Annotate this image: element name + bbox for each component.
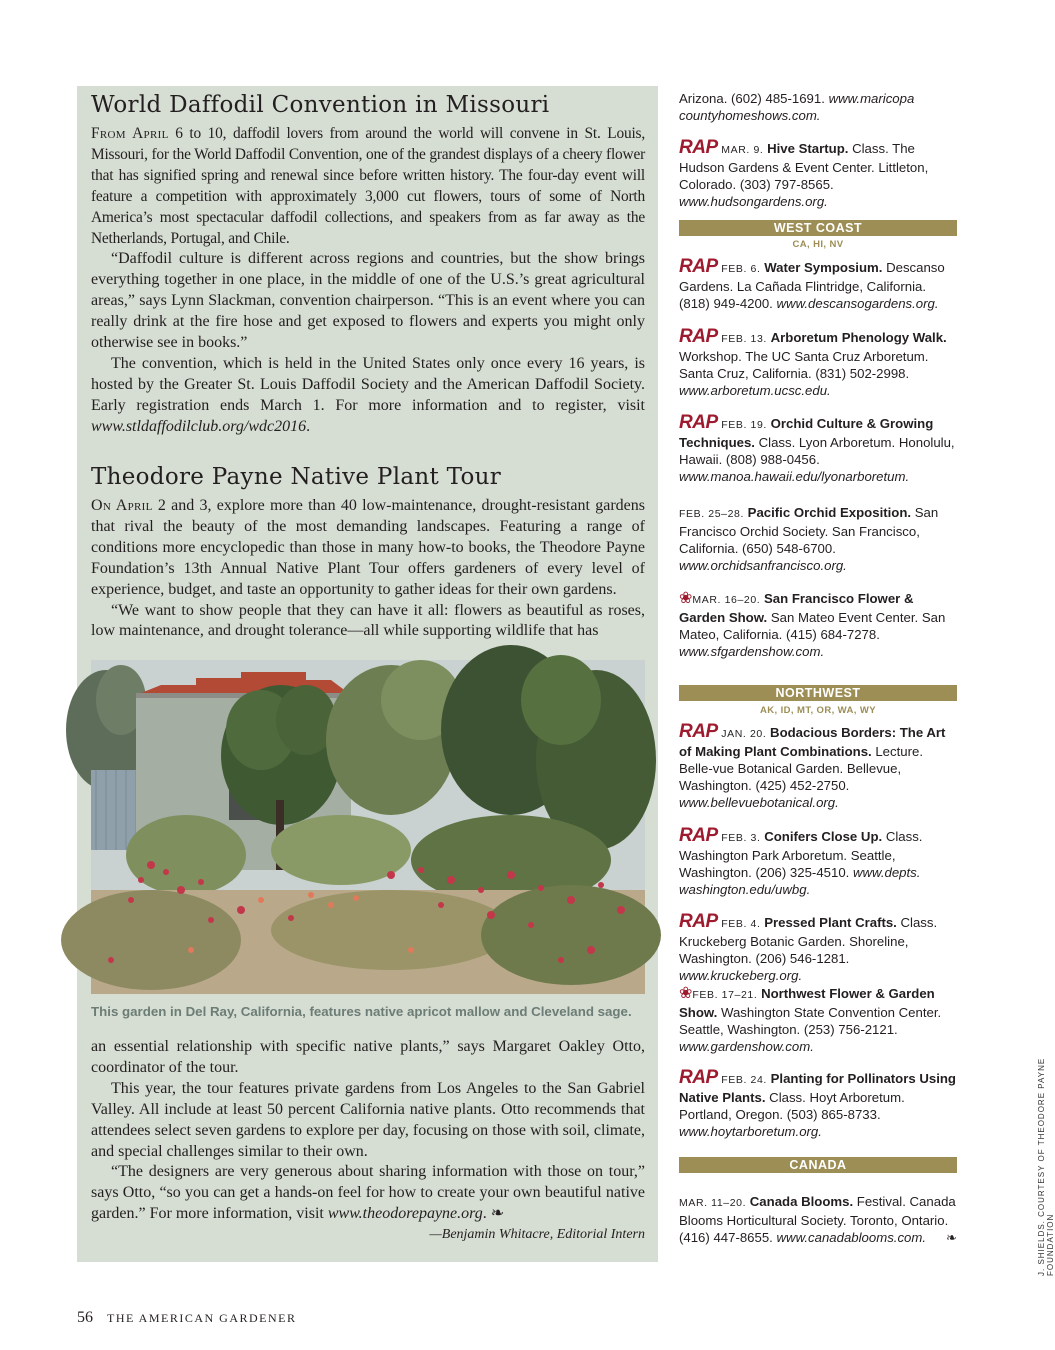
rap-badge: RAP: [679, 825, 718, 846]
listing-entry: [679, 723, 957, 811]
listing-text: San Mateo Event Center. San Mateo, California. (415) 684-7278.: [679, 610, 946, 642]
article-native-plant-tour: [91, 464, 645, 642]
paragraph-text: “The designers are very generous about sharing information with those on tour,” says Otto, “so you can get a hands-on feel for how to create your own beautiful native garden.” For more information, visit: [91, 1163, 645, 1223]
rap-badge: RAP: [679, 1067, 718, 1088]
listing-name: Planting for Pollinators Using Native Plants.: [679, 1071, 956, 1105]
listing-date: FEB. 19.: [721, 419, 767, 431]
article-native-plant-tour-continued: [91, 1037, 645, 1243]
region-states: AK, ID, MT, OR, WA, WY: [760, 705, 876, 716]
listing-text: Class. Kruckeberg Botanic Garden. Shoreline, Washington. (206) 546-1281.: [679, 915, 938, 966]
listing-intro: [679, 90, 957, 124]
listing-entry: [679, 414, 957, 485]
listing-link[interactable]: www.gardenshow.com.: [679, 1039, 814, 1054]
listing-link[interactable]: www.arboretum.ucsc.edu.: [679, 383, 831, 398]
rap-badge: RAP: [679, 911, 718, 932]
listing-date: FEB. 25–28.: [679, 508, 744, 520]
rap-badge: RAP: [679, 721, 718, 742]
author-signature: —Benjamin Whitacre, Editorial Intern: [429, 1227, 645, 1243]
article-link[interactable]: www.stldaffodilclub.org/wdc2016: [91, 417, 307, 435]
listing-text: Arizona. (602) 485-1691.: [679, 91, 829, 106]
listing-date: FEB. 17–21.: [692, 989, 758, 1001]
rap-badge: RAP: [679, 256, 718, 277]
page-number: 56: [77, 1309, 93, 1326]
listing-name: Arboretum Phenology Walk.: [770, 330, 947, 345]
listing-name: Northwest Flower & Garden Show.: [679, 986, 935, 1020]
listing-text: Class. Hoyt Arboretum. Portland, Oregon. (503) 865-8733.: [679, 1090, 905, 1122]
listing-text: Washington State Convention Center. Seattle, Washington. (253) 756-2121.: [679, 1005, 942, 1037]
paragraph-tail: .: [306, 417, 311, 435]
end-mark-icon: ❧: [945, 1230, 957, 1245]
listing-link[interactable]: www.canadablooms.com.: [776, 1230, 927, 1245]
listing-date: FEB. 6.: [721, 263, 761, 275]
listing-name: Pacific Orchid Exposition.: [747, 505, 912, 520]
listing-link[interactable]: www.hudsongardens.org.: [679, 194, 828, 209]
listing-text: Lecture. Belle-vue Botanical Garden. Bellevue, Washington. (425) 452-2750.: [679, 744, 924, 793]
article-paragraph: [91, 249, 645, 354]
flower-show-icon: ❀: [679, 590, 693, 607]
listing-entry: [679, 985, 957, 1055]
listing-text: Festival. Canada Blooms Horticultural Society. Toronto, Ontario. (416) 447-8655.: [679, 1194, 956, 1245]
listing-name: Water Symposium.: [764, 260, 883, 275]
listing-date: FEB. 3.: [721, 832, 761, 844]
listing-entry: [679, 328, 957, 399]
rap-badge: RAP: [679, 412, 718, 433]
rap-badge: RAP: [679, 137, 718, 158]
listing-date: MAR. 16–20.: [692, 594, 761, 606]
listing-link[interactable]: www.orchidsanfrancisco.org.: [679, 558, 847, 573]
article-paragraph: [91, 1037, 645, 1079]
listing-text: Workshop. The UC Santa Cruz Arboretum. Santa Cruz, California. (831) 502-2998.: [679, 349, 929, 381]
paragraph-text: “We want to show people that they can have it all: flowers as beautiful as roses, low maintenance, and drought tolerance—all while supporting wildlife that has: [91, 601, 645, 640]
article-paragraph: [91, 1162, 645, 1225]
listing-entry: [679, 258, 957, 312]
listing-entry: [679, 504, 957, 574]
listing-link[interactable]: www.manoa.hawaii.edu/lyonarboretum.: [679, 469, 910, 484]
listing-name: Pressed Plant Crafts.: [764, 915, 897, 930]
listing-entry: [679, 827, 957, 898]
article-paragraph: [91, 1079, 645, 1163]
listing-link[interactable]: www.depts. washington.edu/uwbg.: [679, 865, 921, 897]
listing-name: Hive Startup.: [767, 141, 849, 156]
listing-link[interactable]: www.maricopa countyhomeshows.com.: [679, 91, 915, 123]
region-header-canada: CANADA: [679, 1157, 957, 1173]
article-paragraph: [91, 354, 645, 438]
photo-caption: This garden in Del Ray, California, features native apricot mallow and Cleveland sage.: [91, 1004, 632, 1019]
listing-link[interactable]: www.bellevuebotanical.org.: [679, 795, 839, 810]
paragraph-text: 6 to 10, daffodil lovers from around the world will convene in St. Louis, Missouri, for the World Daffodil Convention, one of the grandest displays of a cheery flower that has signified spring and renewal since before written history. The four-day event will feature a competition with approximately 3,000 cut flowers, tours of some of North America’s most spectacular daffodil collections, and speakers from as far away as the Netherlands, Portugal, and Chile.: [91, 125, 645, 247]
article-paragraph: [91, 124, 645, 249]
article-title: World Daffodil Convention in Missouri: [91, 92, 550, 118]
listing-text: Class. The Hudson Gardens & Event Center. Littleton, Colorado. (303) 797-8565.: [679, 141, 929, 192]
flower-show-icon: ❀: [679, 985, 693, 1002]
listing-link[interactable]: www.kruckeberg.org.: [679, 968, 803, 983]
page-footer: [77, 1309, 297, 1327]
garden-photo: [91, 660, 645, 994]
listing-entry: [679, 1193, 957, 1246]
rap-badge: RAP: [679, 326, 718, 347]
listing-name: Conifers Close Up.: [764, 829, 883, 844]
paragraph-text: “Daffodil culture is different across regions and countries, but the show brings everything together in one place, in the middle of one of the U.S.’s great agricultural areas,” says Lynn Slackman, convention chairperson. “This is an event where you can really drink at the fire hose and get exposed to flowers and experts you might only otherwise see in books.”: [91, 250, 645, 352]
lead-in: On April: [91, 497, 153, 514]
paragraph-tail: . ❧: [482, 1205, 505, 1223]
article-daffodil-convention: [91, 92, 645, 438]
listing-text: Class. Washington Park Arboretum. Seattle, Washington. (206) 325-4510.: [679, 829, 923, 880]
listing-date: FEB. 24.: [721, 1074, 767, 1086]
article-link[interactable]: www.theodorepayne.org: [327, 1205, 483, 1223]
region-states: CA, HI, NV: [792, 239, 844, 250]
article-paragraph: [91, 496, 645, 601]
region-header-west-coast: WEST COAST: [679, 220, 957, 236]
listing-name: Orchid Culture & Growing Techniques.: [679, 416, 934, 450]
listing-date: FEB. 13.: [721, 333, 767, 345]
article-paragraph: [91, 601, 645, 643]
listing-name: Canada Blooms.: [749, 1194, 854, 1209]
listing-entry: [679, 590, 957, 660]
listing-name: Bodacious Borders: The Art of Making Plant Combinations.: [679, 725, 946, 759]
listing-link[interactable]: www.hoytarboretum.org.: [679, 1124, 822, 1139]
listing-date: MAR. 9.: [721, 144, 764, 156]
listing-date: FEB. 4.: [721, 918, 761, 930]
listing-text: San Francisco Orchid Society. San Francisco, California. (650) 548-6700.: [679, 505, 939, 556]
lead-in: From April: [91, 125, 169, 142]
listing-entry: [679, 913, 957, 984]
magazine-name: THE AMERICAN GARDENER: [107, 1311, 297, 1325]
listing-entry: [679, 139, 957, 210]
paragraph-text: The convention, which is held in the United States only once every 16 years, is hosted by the Greater St. Louis Daffodil Society and the American Daffodil Society. Early registration ends March 1. For more information and to register, visit: [91, 354, 645, 414]
paragraph-text: This year, the tour features private gardens from Los Angeles to the San Gabriel Valley. All include at least 50 percent California native plants. Otto recommends that attendees select seven gardens to explore per day, focusing on those with soil, climate, and special challenges similar to their own.: [91, 1079, 645, 1160]
listing-text: Descanso Gardens. La Cañada Flintridge, California. (818) 949-4200.: [679, 260, 945, 311]
photo-credit: J. SHIELDS. COURTESY OF THEODORE PAYNE FOUNDATION: [1037, 1057, 1055, 1276]
paragraph-text: an essential relationship with specific native plants,” says Margaret Oakley Otto, coordinator of the tour.: [91, 1038, 645, 1076]
listing-date: MAR. 11–20.: [679, 1197, 747, 1209]
article-title: Theodore Payne Native Plant Tour: [91, 464, 502, 490]
listing-link[interactable]: www.sfgardenshow.com.: [679, 644, 825, 659]
paragraph-text: 2 and 3, explore more than 40 low-maintenance, drought-resistant gardens that rival the beauty of the most demanding landscapes. Featuring a range of conditions more encyclopedic than those in many how-to books, the Theodore Payne Foundation’s 13th Annual Native Plant Tour offers gardeners of every level of experience, budget, and taste an opportunity to gather ideas for their own gardens.: [91, 497, 645, 598]
listing-text: Class. Lyon Arboretum. Honolulu, Hawaii. (808) 988-0456.: [679, 435, 955, 467]
listing-date: JAN. 20.: [721, 728, 767, 740]
listing-entry: [679, 1069, 957, 1140]
listing-name: San Francisco Flower & Garden Show.: [679, 591, 914, 625]
listing-link[interactable]: www.descansogardens.org.: [776, 296, 939, 311]
region-header-northwest: NORTHWEST: [679, 685, 957, 701]
